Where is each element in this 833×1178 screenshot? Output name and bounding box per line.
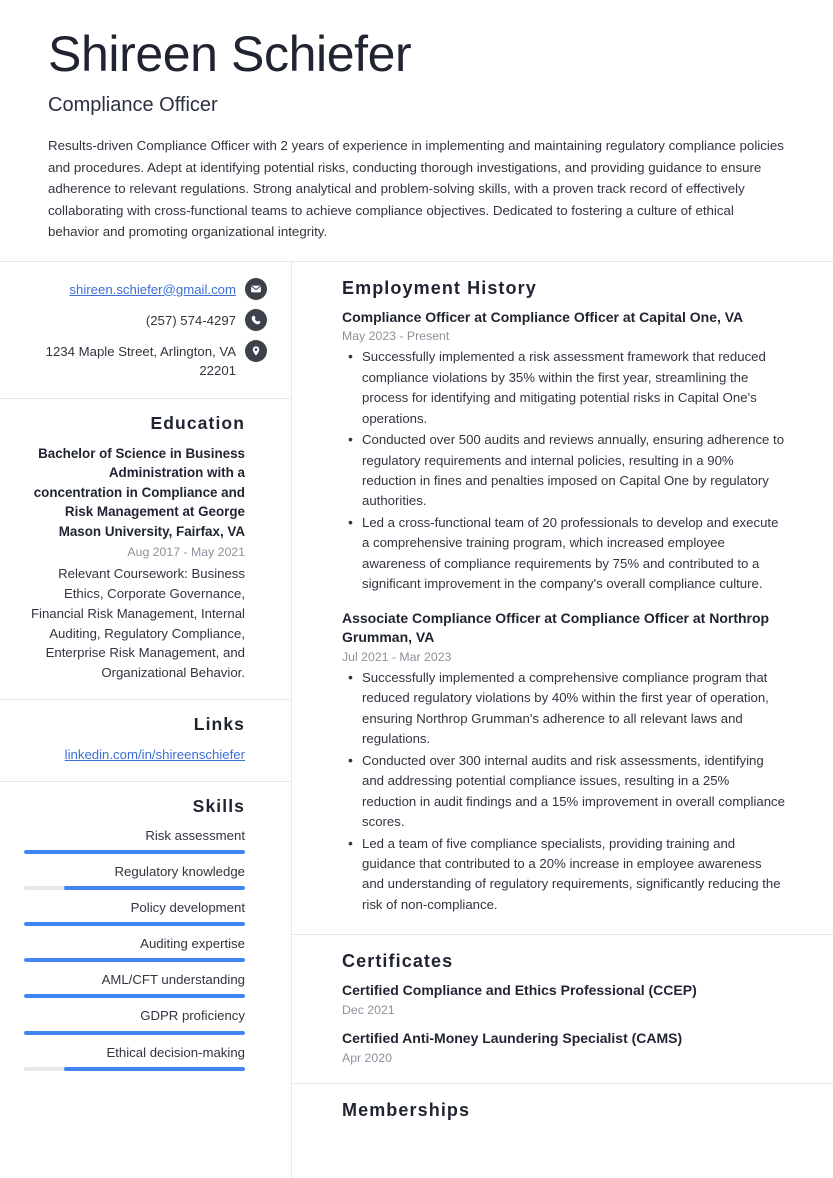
memberships-heading: Memberships bbox=[342, 1099, 471, 1120]
header-job-title: Compliance Officer bbox=[48, 94, 218, 116]
job-bullet: • Conducted over 500 audits and reviews annually, ensuring adherence to regulatory requirements and internal policies, resulting in a 90% reduction in fines and penalties imposed on Capital One by regulatory authorities. bbox=[342, 430, 785, 512]
skill-row bbox=[24, 827, 245, 854]
skill-label: Risk assessment bbox=[145, 827, 245, 843]
skill-label: AML/CFT understanding bbox=[101, 972, 245, 988]
contact-address-text: 1234 Maple Street, Arlington, VA 22201 bbox=[45, 343, 236, 378]
envelope-icon bbox=[245, 278, 267, 300]
skill-row bbox=[24, 1007, 245, 1034]
skill-track bbox=[24, 958, 245, 962]
professional-summary: Results-driven Compliance Officer with 2 years of experience in implementing and maintaining regulatory compliance policies and procedures. Adept at identifying potential risks, conducting thorough investigations, and providing guidance to ensure adherence to relevant regulations. Strong analytical and problem-solving skills, with a proven track record of effectively collaborating with cross-functional teams to achieve compliance objectives. Dedicated to fostering a culture of ethical behavior and promoting organizational integrity. bbox=[48, 138, 784, 240]
skill-label: Ethical decision-making bbox=[106, 1044, 245, 1060]
education-section bbox=[0, 399, 291, 700]
education-heading: Education bbox=[150, 412, 245, 433]
job-date: May 2023 - Present bbox=[342, 329, 450, 344]
page-title: Shireen Schiefer bbox=[48, 26, 412, 82]
job-bullets bbox=[342, 347, 785, 594]
job-heading: Compliance Officer at Compliance Officer at Capital One, VA bbox=[342, 308, 744, 325]
certificate-name: Certified Compliance and Ethics Professional (CCEP) bbox=[342, 982, 697, 999]
skill-track bbox=[24, 886, 245, 890]
skill-fill bbox=[24, 922, 245, 926]
job-bullet: • Conducted over 300 internal audits and risk assessments, identifying and addressing potential compliance issues, resulting in a 25% reduction in audit findings and a 15% improvement in overall compliance scores. bbox=[342, 751, 785, 833]
certificates-section bbox=[292, 935, 833, 1083]
skill-label: GDPR proficiency bbox=[140, 1008, 245, 1024]
skill-label: Regulatory knowledge bbox=[114, 863, 245, 879]
education-description: Relevant Coursework: Business Ethics, Corporate Governance, Financial Risk Management, Internal Auditing, Regulatory Compliance, Enterprise Risk Management, and Organizational Behavior. bbox=[30, 566, 245, 681]
sidebar bbox=[0, 262, 292, 1178]
contact-phone-row[interactable] bbox=[24, 309, 267, 331]
contact-section bbox=[0, 262, 291, 399]
education-degree: Bachelor of Science in Business Administration with a concentration in Compliance and Risk Management at George Mason University, Fairfax, VA bbox=[33, 445, 245, 539]
resume-body bbox=[0, 262, 833, 1178]
skill-track bbox=[24, 1067, 245, 1071]
skill-track bbox=[24, 922, 245, 926]
phone-icon bbox=[245, 309, 267, 331]
contact-email-row[interactable] bbox=[24, 278, 267, 300]
map-pin-icon bbox=[245, 340, 267, 362]
skill-track bbox=[24, 1031, 245, 1035]
memberships-section bbox=[292, 1084, 833, 1148]
skill-label: Auditing expertise bbox=[140, 936, 245, 952]
job-entry bbox=[342, 609, 785, 916]
job-heading: Associate Compliance Officer at Compliance Officer at Northrop Grumman, VA bbox=[342, 609, 770, 646]
education-date: Aug 2017 - May 2021 bbox=[127, 545, 245, 560]
resume-header bbox=[0, 0, 833, 262]
skills-section bbox=[0, 782, 291, 1087]
contact-address-row[interactable] bbox=[24, 340, 267, 380]
skill-fill bbox=[24, 850, 245, 854]
links-heading: Links bbox=[193, 713, 245, 734]
job-entry bbox=[342, 308, 785, 595]
main-content bbox=[292, 262, 833, 1178]
skill-row bbox=[24, 935, 245, 962]
skill-track bbox=[24, 850, 245, 854]
skill-fill bbox=[24, 994, 245, 998]
skills-heading: Skills bbox=[192, 795, 245, 816]
employment-section bbox=[292, 262, 833, 936]
skill-track bbox=[24, 994, 245, 998]
skill-fill bbox=[64, 1067, 245, 1071]
job-date: Jul 2021 - Mar 2023 bbox=[342, 649, 452, 664]
education-entry bbox=[24, 444, 245, 683]
employment-heading: Employment History bbox=[342, 277, 537, 298]
contact-phone-text: (257) 574-4297 bbox=[145, 312, 236, 328]
skill-row bbox=[24, 1044, 245, 1071]
link-item-linkedin[interactable]: linkedin.com/in/shireenschiefer bbox=[64, 746, 245, 762]
certificate-name: Certified Anti-Money Laundering Specialist (CAMS) bbox=[342, 1029, 683, 1046]
links-section bbox=[0, 700, 291, 782]
skill-row bbox=[24, 863, 245, 890]
skill-row bbox=[24, 899, 245, 926]
certificate-date: Apr 2020 bbox=[342, 1050, 392, 1065]
skill-fill bbox=[24, 1031, 245, 1035]
skill-fill bbox=[64, 886, 245, 890]
skill-row bbox=[24, 971, 245, 998]
job-bullets bbox=[342, 668, 785, 915]
certificate-entry bbox=[342, 1029, 785, 1065]
job-bullet: • Successfully implemented a comprehensive compliance program that reduced regulatory violations by 40% within the first year of operation, ensuring Northrop Grumman's adherence to all relevant laws and regulations. bbox=[342, 668, 785, 750]
skill-fill bbox=[24, 958, 245, 962]
job-bullet: • Successfully implemented a risk assessment framework that reduced compliance violations by 35% within the first year, streamlining the process for identifying and mitigating potential risks in Capital One's operations. bbox=[342, 347, 785, 429]
job-bullet: • Led a team of five compliance specialists, providing training and guidance that contributed to a 20% increase in employee awareness and understanding of regulatory requirements, significantly reducing the risk of non-compliance. bbox=[342, 834, 785, 916]
certificate-entry bbox=[342, 981, 785, 1017]
contact-email-text[interactable]: shireen.schiefer@gmail.com bbox=[69, 281, 236, 297]
certificate-date: Dec 2021 bbox=[342, 1002, 395, 1017]
certificates-heading: Certificates bbox=[342, 951, 454, 972]
skill-label: Policy development bbox=[130, 900, 245, 916]
job-bullet: • Led a cross-functional team of 20 professionals to develop and execute a comprehensive training program, which increased employee awareness of compliance requirements by 75% and contributed to a significant improvement in the company's overall compliance culture. bbox=[342, 513, 785, 595]
